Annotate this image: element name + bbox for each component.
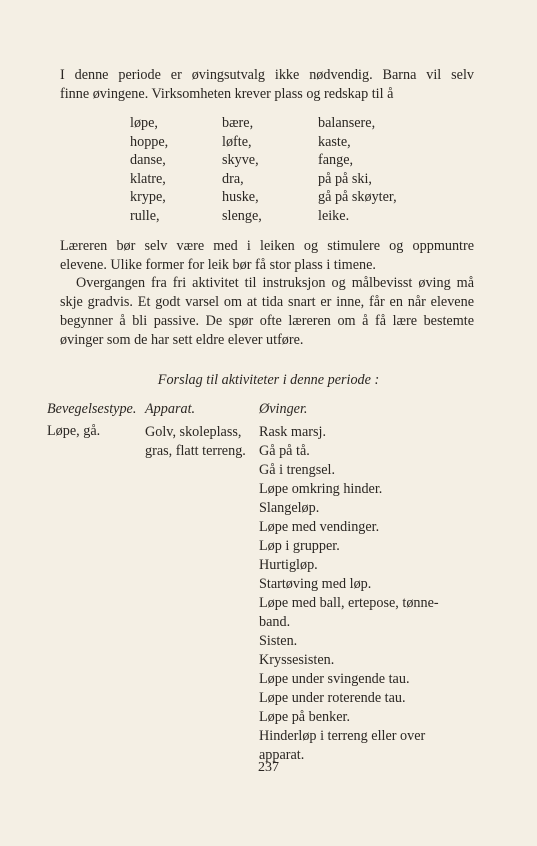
verb-column bbox=[318, 114, 397, 226]
paragraph-line: øvinger som de har sett eldre elever utføre. bbox=[60, 332, 304, 348]
exercise-item: Løpe omkring hinder. bbox=[259, 481, 383, 497]
verb: krype, bbox=[130, 189, 166, 206]
verb: danse, bbox=[130, 152, 166, 169]
verb: balansere, bbox=[318, 115, 376, 131]
header-apparatus: Apparat. bbox=[145, 401, 196, 417]
verb: hoppe, bbox=[130, 133, 169, 150]
exercise-item: apparat. bbox=[259, 747, 305, 763]
exercise-item: Løp i grupper. bbox=[259, 538, 340, 554]
verb: rulle, bbox=[130, 207, 160, 224]
exercise-list bbox=[259, 423, 479, 765]
exercise-item: Gå i trengsel. bbox=[259, 462, 336, 478]
verb: leike. bbox=[318, 207, 350, 224]
verb: kaste, bbox=[318, 133, 351, 150]
table-title: Forslag til aktiviteter i denne periode : bbox=[157, 372, 380, 388]
exercise-item: Løpe med ball, ertepose, tønne- bbox=[259, 595, 439, 611]
verb: på på ski, bbox=[318, 170, 372, 187]
verb: løpe, bbox=[130, 115, 158, 131]
apparatus-line: Golv, skoleplass, bbox=[145, 424, 242, 440]
teacher-paragraph bbox=[60, 237, 474, 275]
intro-paragraph bbox=[60, 66, 474, 104]
verb: dra, bbox=[222, 170, 244, 187]
verb: skyve, bbox=[222, 152, 259, 169]
exercise-item: Startøving med løp. bbox=[259, 576, 372, 592]
exercise-item: band. bbox=[259, 614, 291, 630]
page-number: 237 bbox=[258, 760, 279, 775]
exercise-item: Hinderløp i terreng eller over bbox=[259, 728, 426, 744]
exercise-item: Gå på tå. bbox=[259, 443, 310, 459]
transition-paragraph bbox=[60, 274, 474, 350]
header-exercises: Øvinger. bbox=[259, 401, 308, 417]
movement-type-cell: Løpe, gå. bbox=[47, 423, 101, 439]
apparatus-cell bbox=[145, 423, 246, 461]
paragraph-line: Overgangen fra fri aktivitet til instruksjon og målbevisst øving må bbox=[76, 275, 474, 291]
intro-line: I denne periode er øvingsutvalg ikke nødvendig. Barna vil selv bbox=[60, 67, 474, 83]
verb: slenge, bbox=[222, 207, 262, 224]
exercise-item: Sisten. bbox=[259, 633, 298, 649]
exercise-item: Rask marsj. bbox=[259, 424, 326, 440]
verb-column bbox=[130, 114, 168, 226]
exercise-item: Kryssesisten. bbox=[259, 652, 335, 668]
header-movement-type: Bevegelsestype. bbox=[47, 401, 137, 417]
verb: huske, bbox=[222, 189, 259, 206]
apparatus-line: gras, flatt terreng. bbox=[145, 443, 246, 459]
verb: løfte, bbox=[222, 133, 252, 150]
paragraph-line: begynner å bli passive. De spør ofte læreren om å få lære bestemte bbox=[60, 313, 474, 329]
exercise-item: Løpe med vendinger. bbox=[259, 519, 380, 535]
paragraph-line: Læreren bør selv være med i leiken og stimulere og oppmuntre bbox=[60, 238, 474, 254]
exercise-item: Løpe på benker. bbox=[259, 709, 350, 725]
intro-line: finne øvingene. Virksomheten krever plass og redskap til å bbox=[60, 86, 394, 102]
verb: fange, bbox=[318, 152, 354, 169]
verb: klatre, bbox=[130, 170, 166, 187]
paragraph-line: skje gradvis. Et godt varsel om at tida snart er inne, får en når elevene bbox=[60, 294, 474, 310]
exercise-item: Løpe under roterende tau. bbox=[259, 690, 406, 706]
verb: bære, bbox=[222, 115, 254, 131]
verb: gå på skøyter, bbox=[318, 189, 397, 206]
exercise-item: Løpe under svingende tau. bbox=[259, 671, 410, 687]
paragraph-line: elevene. Ulike former for leik bør få stor plass i timene. bbox=[60, 257, 376, 273]
exercise-item: Hurtigløp. bbox=[259, 557, 318, 573]
verb-column bbox=[222, 114, 262, 226]
exercise-item: Slangeløp. bbox=[259, 500, 320, 516]
